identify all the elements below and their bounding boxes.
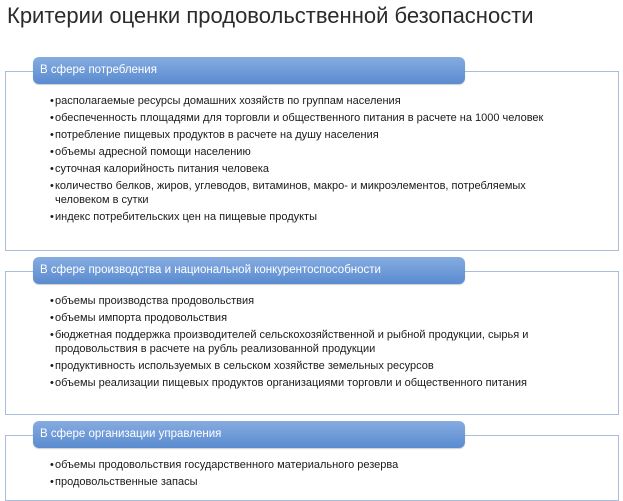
- list-item: • объемы адресной помощи населению: [50, 146, 251, 158]
- section-header: В сфере потребления: [33, 57, 465, 84]
- list-item: • суточная калорийность питания человека: [50, 163, 270, 175]
- list-item: • индекс потребительских цен на пищевые продукты: [50, 211, 317, 223]
- list-item: • бюджетная поддержка производителей сельскохозяйственной и рыбной продукции, сырья и продовольствия в расчете на рубль реализованной продукции: [50, 329, 529, 355]
- section-items: [50, 458, 573, 492]
- list-item-text: обеспеченность площадями для торговли и общественного питания в расчете на 1000 человек: [55, 112, 544, 124]
- list-item: • располагаемые ресурсы домашних хозяйств по группам населения: [50, 95, 401, 107]
- section-items: [50, 294, 573, 393]
- list-item: • объемы реализации пищевых продуктов организациями торговли и общественного питания: [50, 377, 527, 389]
- list-item-text: продовольственные запасы: [55, 476, 198, 488]
- list-item-text: продуктивность используемых в сельском хозяйстве земельных ресурсов: [55, 360, 434, 372]
- list-item-text: количество белков, жиров, углеводов, витаминов, макро- и микроэлементов, потребляемых человеком в сутки: [55, 180, 526, 206]
- list-item-text: бюджетная поддержка производителей сельскохозяйственной и рыбной продукции, сырья и продовольствия в расчете на рубль реализованной продукции: [55, 329, 529, 355]
- list-item: • количество белков, жиров, углеводов, витаминов, макро- и микроэлементов, потребляемых человеком в сутки: [50, 180, 526, 206]
- list-item-text: объемы продовольствия государственного материального резерва: [55, 459, 399, 471]
- page-title: Критерии оценки продовольственной безопасности: [7, 3, 534, 28]
- list-item: • объемы продовольствия государственного материального резерва: [50, 459, 399, 471]
- list-item-text: индекс потребительских цен на пищевые продукты: [55, 211, 317, 223]
- list-item-text: объемы производства продовольствия: [55, 295, 255, 307]
- list-item: • продуктивность используемых в сельском хозяйстве земельных ресурсов: [50, 360, 434, 372]
- list-item: • объемы производства продовольствия: [50, 295, 255, 307]
- section-header: В сфере производства и национальной конкурентоспособности: [33, 257, 465, 284]
- section-items: [50, 94, 573, 227]
- list-item: • обеспеченность площадями для торговли и общественного питания в расчете на 1000 человек: [50, 112, 544, 124]
- list-item-text: располагаемые ресурсы домашних хозяйств по группам населения: [55, 95, 401, 107]
- list-item-text: объемы адресной помощи населению: [55, 146, 251, 158]
- list-item-text: объемы импорта продовольствия: [55, 312, 228, 324]
- list-item: • потребление пищевых продуктов в расчете на душу населения: [50, 129, 379, 141]
- section-header: В сфере организации управления: [33, 421, 465, 448]
- list-item-text: потребление пищевых продуктов в расчете на душу населения: [55, 129, 379, 141]
- list-item: • объемы импорта продовольствия: [50, 312, 228, 324]
- list-item-text: объемы реализации пищевых продуктов организациями торговли и общественного питания: [55, 377, 527, 389]
- list-item: • продовольственные запасы: [50, 476, 198, 488]
- list-item-text: суточная калорийность питания человека: [55, 163, 270, 175]
